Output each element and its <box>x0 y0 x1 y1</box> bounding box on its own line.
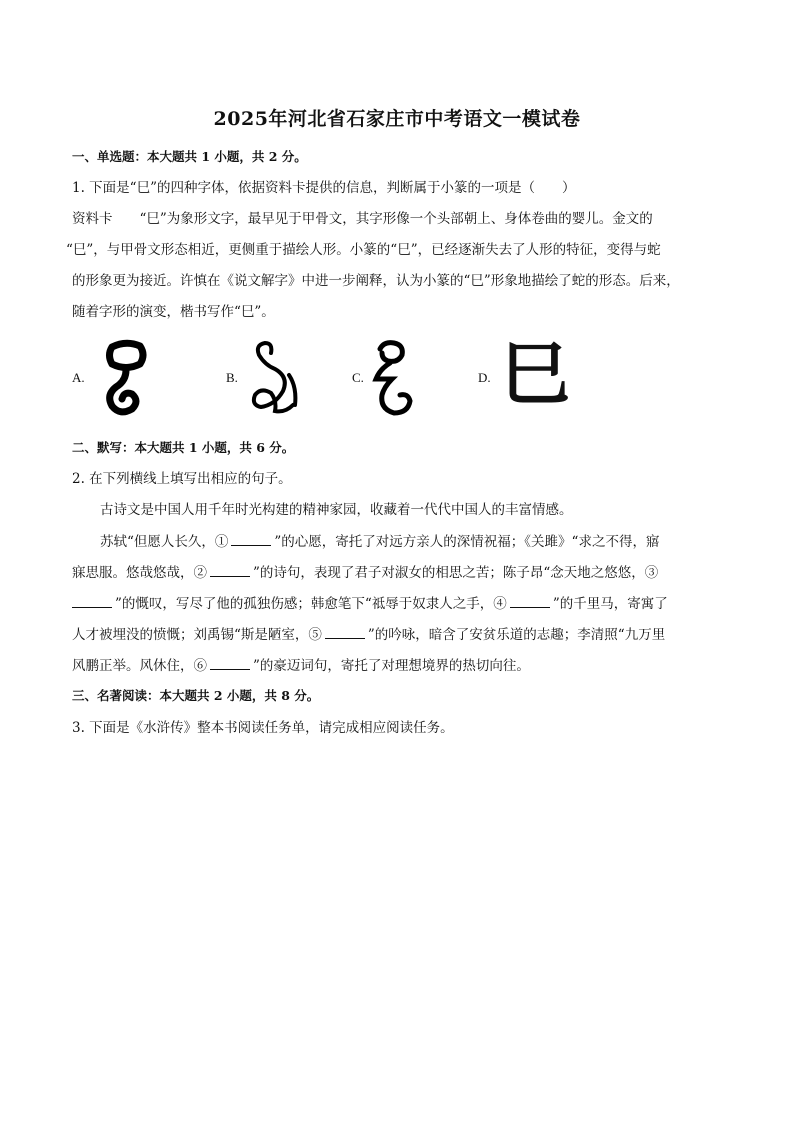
answer-blank-2[interactable] <box>210 564 250 577</box>
option-c-label[interactable]: C. <box>352 370 364 385</box>
option-a-label[interactable]: A. <box>72 370 85 385</box>
answer-blank-6[interactable] <box>210 657 250 670</box>
answer-blank-1[interactable] <box>231 533 271 546</box>
info-card-line: “巳”，与甲骨文形态相近，更侧重于描绘人形。小篆的“巳”，已经逐渐失去了人形的特征，变得与蛇 <box>66 242 661 258</box>
question-1-stem: 1. 下面是“巳”的四种字体，依据资料卡提供的信息，判断属于小篆的一项是（ ） <box>72 180 576 196</box>
option-b-label[interactable]: B. <box>226 370 238 385</box>
option-a-oracle-glyph[interactable] <box>100 337 152 419</box>
section-heading-1: 一、单选题：本大题共 1 小题，共 2 分。 <box>72 149 307 164</box>
question-2-line-1: 苏轼“但愿人长久，① ”的心愿，寄托了对远方亲人的深情祝福；《关雎》“求之不得，寤 <box>100 534 660 550</box>
question-2-intro: 古诗文是中国人用千年时光构建的精神家园，收藏着一代代中国人的丰富情感。 <box>100 502 573 518</box>
question-2-stem: 2. 在下列横线上填写出相应的句子。 <box>72 471 292 487</box>
answer-blank-4[interactable] <box>510 595 550 608</box>
section-heading-2: 二、默写：本大题共 1 小题，共 6 分。 <box>72 440 295 455</box>
info-card-line: 随着字形的演变，楷书写作“巳”。 <box>72 304 275 320</box>
question-3-stem: 3. 下面是《水浒传》整本书阅读任务单，请完成相应阅读任务。 <box>72 720 454 736</box>
question-2-line-3: ”的慨叹，写尽了他的孤独伤感；韩愈笔下“祗辱于奴隶人之手，④ ”的千里马，寄寓了 <box>72 592 722 612</box>
question-2-line-2: 寐思服。悠哉悠哉，② ”的诗句，表现了君子对淑女的相思之苦；陈子昂“念天地之悠悠，③ <box>72 565 659 581</box>
question-2-line-5: 风鹏正举。风休住，⑥ ”的豪迈词句，寄托了对理想境界的热切向往。 <box>72 658 530 674</box>
info-card-line: 的形象更为接近。许慎在《说文解字》中进一步阐释，认为小篆的“巳”形象地描绘了蛇的形态。后来， <box>72 273 680 289</box>
info-card-line: 资料卡 “巳”为象形文字，最早见于甲骨文，其字形像一个头部朝上、身体卷曲的婴儿。金文的 <box>72 211 653 227</box>
section-heading-3: 三、名著阅读：本大题共 2 小题，共 8 分。 <box>72 688 320 703</box>
option-d-label[interactable]: D. <box>478 370 491 385</box>
option-b-bronze-glyph[interactable] <box>245 335 305 419</box>
answer-blank-5[interactable] <box>325 626 365 639</box>
question-2-line-4: 人才被埋没的愤慨；刘禹锡“斯是陋室，⑤ ”的吟咏，暗含了安贫乐道的志趣；李清照“九万里 <box>72 627 666 643</box>
option-d-regular-glyph[interactable]: 巳 <box>500 333 570 415</box>
page-title: 2025年河北省石家庄市中考语文一模试卷 <box>213 108 581 130</box>
answer-blank-3[interactable] <box>72 595 112 608</box>
option-c-seal-glyph[interactable] <box>370 337 420 419</box>
